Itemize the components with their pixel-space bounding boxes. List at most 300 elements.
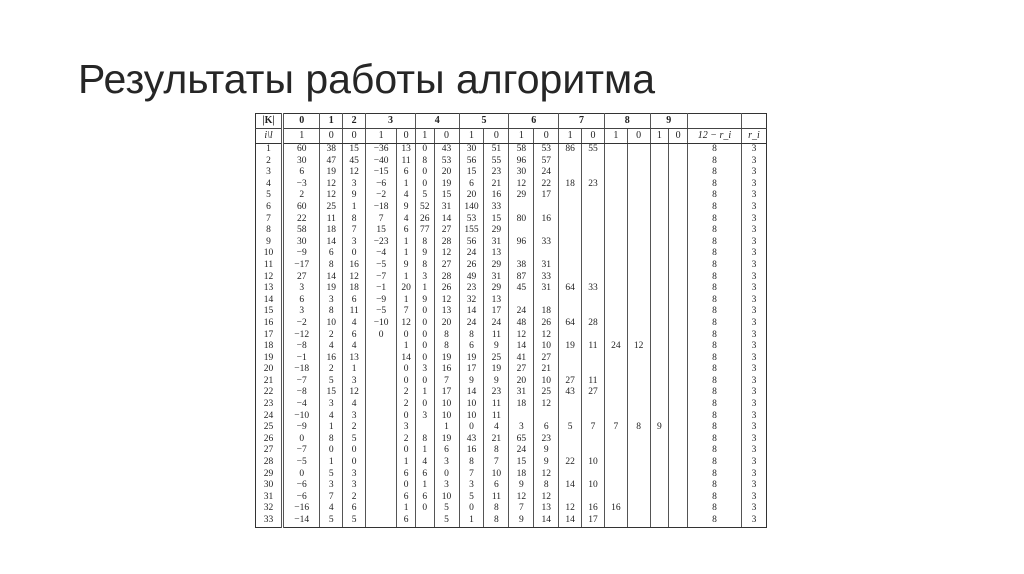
table-cell: 3 xyxy=(741,167,766,179)
table-cell xyxy=(627,353,650,365)
table-cell xyxy=(627,190,650,202)
table-cell: 8 xyxy=(687,318,741,330)
table-cell: 8 xyxy=(687,445,741,457)
header-l-cell: 0 xyxy=(397,129,416,144)
table-cell: 0 xyxy=(343,248,366,260)
table-cell xyxy=(559,353,582,365)
table-cell: 27 xyxy=(582,387,605,399)
table-cell xyxy=(509,202,534,214)
header-row-l xyxy=(256,129,767,144)
table-cell xyxy=(582,434,605,446)
table-cell xyxy=(650,167,669,179)
table-cell: 3 xyxy=(741,457,766,469)
table-cell: 11 xyxy=(397,156,416,168)
table-cell: −8 xyxy=(283,341,320,353)
table-cell xyxy=(650,190,669,202)
table-cell: 0 xyxy=(415,330,434,342)
table-cell: 8 xyxy=(687,283,741,295)
table-row xyxy=(256,399,767,411)
table-cell: 8 xyxy=(687,144,741,156)
table-cell xyxy=(582,248,605,260)
table-cell: 8 xyxy=(687,387,741,399)
table-cell xyxy=(366,353,397,365)
table-cell: 15 xyxy=(256,306,283,318)
table-cell: 28 xyxy=(434,237,459,249)
table-cell: 8 xyxy=(415,156,434,168)
table-cell: 32 xyxy=(256,503,283,515)
table-cell xyxy=(650,445,669,457)
table-cell: 5 xyxy=(320,376,343,388)
table-cell: 8 xyxy=(687,190,741,202)
table-cell: 6 xyxy=(256,202,283,214)
table-cell: −16 xyxy=(283,503,320,515)
table-cell: −7 xyxy=(366,272,397,284)
table-cell: 3 xyxy=(741,214,766,226)
table-cell xyxy=(604,353,627,365)
table-cell: 7 xyxy=(366,214,397,226)
table-cell: 11 xyxy=(343,306,366,318)
table-cell: −14 xyxy=(283,515,320,527)
table-cell xyxy=(604,190,627,202)
table-cell: 0 xyxy=(397,330,416,342)
table-cell: 1 xyxy=(343,364,366,376)
table-cell: 8 xyxy=(687,364,741,376)
table-cell xyxy=(650,503,669,515)
table-cell: 21 xyxy=(484,434,509,446)
table-cell: 38 xyxy=(320,144,343,156)
table-cell xyxy=(627,330,650,342)
table-cell: 10 xyxy=(534,341,559,353)
table-cell: 1 xyxy=(415,445,434,457)
table-cell xyxy=(650,202,669,214)
table-cell xyxy=(534,248,559,260)
table-cell: 3 xyxy=(459,480,484,492)
table-cell: −4 xyxy=(283,399,320,411)
table-cell xyxy=(650,156,669,168)
table-cell xyxy=(366,445,397,457)
table-cell xyxy=(627,364,650,376)
header-l-cell: 0 xyxy=(434,129,459,144)
table-cell: 31 xyxy=(484,272,509,284)
table-cell: 15 xyxy=(366,225,397,237)
table-row xyxy=(256,225,767,237)
table-cell: 4 xyxy=(415,457,434,469)
table-cell: 32 xyxy=(459,295,484,307)
table-cell: 96 xyxy=(509,237,534,249)
table-cell: 20 xyxy=(434,167,459,179)
table-cell xyxy=(559,295,582,307)
table-row xyxy=(256,260,767,272)
table-row xyxy=(256,515,767,527)
table-cell xyxy=(366,434,397,446)
table-row xyxy=(256,214,767,226)
table-row xyxy=(256,353,767,365)
table-cell: 28 xyxy=(434,272,459,284)
table-cell xyxy=(559,445,582,457)
table-cell: 8 xyxy=(687,214,741,226)
table-cell: 86 xyxy=(559,144,582,156)
table-cell: −1 xyxy=(283,353,320,365)
table-cell: 0 xyxy=(459,503,484,515)
table-cell: 6 xyxy=(397,225,416,237)
table-cell: 28 xyxy=(582,318,605,330)
table-cell xyxy=(604,179,627,191)
table-cell: 17 xyxy=(484,306,509,318)
table-cell: 31 xyxy=(434,202,459,214)
header-k-cell: 1 xyxy=(320,114,343,129)
table-cell xyxy=(559,272,582,284)
header-l-cell: 1 xyxy=(559,129,582,144)
table-cell xyxy=(650,283,669,295)
table-cell: 12 xyxy=(397,318,416,330)
table-cell xyxy=(604,445,627,457)
table-cell xyxy=(509,248,534,260)
table-cell: 13 xyxy=(343,353,366,365)
table-cell: 55 xyxy=(484,156,509,168)
table-cell: 19 xyxy=(434,353,459,365)
table-cell: 8 xyxy=(687,260,741,272)
table-cell: −7 xyxy=(283,445,320,457)
table-cell xyxy=(650,376,669,388)
table-cell: 8 xyxy=(687,492,741,504)
table-cell: 24 xyxy=(459,248,484,260)
table-cell: 64 xyxy=(559,318,582,330)
table-cell xyxy=(366,492,397,504)
table-cell xyxy=(582,445,605,457)
table-cell: −2 xyxy=(366,190,397,202)
table-cell xyxy=(669,457,688,469)
table-cell: 3 xyxy=(397,422,416,434)
table-cell: 80 xyxy=(509,214,534,226)
table-cell: 25 xyxy=(320,202,343,214)
table-cell: 24 xyxy=(509,445,534,457)
table-cell xyxy=(559,469,582,481)
table-cell: 8 xyxy=(256,225,283,237)
header-l-cell: 0 xyxy=(484,129,509,144)
table-cell: 57 xyxy=(534,156,559,168)
header-k-cell: |K| xyxy=(256,114,283,129)
table-cell: 3 xyxy=(741,295,766,307)
table-row xyxy=(256,190,767,202)
table-cell: 38 xyxy=(509,260,534,272)
table-cell: 3 xyxy=(741,330,766,342)
table-cell: −18 xyxy=(366,202,397,214)
table-cell: 16 xyxy=(434,364,459,376)
table-row xyxy=(256,376,767,388)
table-cell xyxy=(582,411,605,423)
table-cell: 10 xyxy=(534,376,559,388)
table-cell xyxy=(669,179,688,191)
table-cell: 8 xyxy=(484,515,509,527)
table-cell: 3 xyxy=(741,237,766,249)
table-row xyxy=(256,248,767,260)
table-cell: −9 xyxy=(283,422,320,434)
header-l-cell: 1 xyxy=(366,129,397,144)
header-l-cell: i\l xyxy=(256,129,283,144)
table-cell: 9 xyxy=(534,457,559,469)
table-cell: 3 xyxy=(741,202,766,214)
table-cell xyxy=(669,237,688,249)
table-cell: 5 xyxy=(434,503,459,515)
header-k-cell: 8 xyxy=(604,114,650,129)
table-cell xyxy=(582,399,605,411)
table-cell: 13 xyxy=(484,248,509,260)
table-cell: 3 xyxy=(741,318,766,330)
table-cell: 23 xyxy=(534,434,559,446)
table-cell xyxy=(627,469,650,481)
table-cell xyxy=(366,376,397,388)
table-cell: 9 xyxy=(397,202,416,214)
table-cell xyxy=(650,318,669,330)
header-k-cell: 4 xyxy=(415,114,459,129)
table-cell xyxy=(669,167,688,179)
table-cell xyxy=(627,260,650,272)
table-cell: 1 xyxy=(434,422,459,434)
table-cell: −5 xyxy=(283,457,320,469)
table-cell xyxy=(669,306,688,318)
table-cell: 3 xyxy=(741,422,766,434)
table-cell: 9 xyxy=(256,237,283,249)
table-cell: 18 xyxy=(320,225,343,237)
table-cell: 43 xyxy=(559,387,582,399)
table-cell: 22 xyxy=(534,179,559,191)
header-l-cell: 0 xyxy=(534,129,559,144)
table-cell xyxy=(650,492,669,504)
table-cell xyxy=(669,434,688,446)
table-cell: 30 xyxy=(256,480,283,492)
table-cell: 8 xyxy=(687,469,741,481)
table-cell: 25 xyxy=(484,353,509,365)
table-cell: −9 xyxy=(366,295,397,307)
table-cell: 11 xyxy=(582,376,605,388)
table-cell: 30 xyxy=(509,167,534,179)
table-row xyxy=(256,445,767,457)
table-cell xyxy=(366,364,397,376)
table-row xyxy=(256,272,767,284)
table-cell: 1 xyxy=(397,295,416,307)
table-cell: 4 xyxy=(320,341,343,353)
table-cell: 1 xyxy=(415,480,434,492)
table-cell: 8 xyxy=(627,422,650,434)
table-cell: 15 xyxy=(434,190,459,202)
table-cell xyxy=(627,387,650,399)
table-cell: 2 xyxy=(397,399,416,411)
table-cell xyxy=(669,387,688,399)
table-cell: 30 xyxy=(459,144,484,156)
table-cell: 12 xyxy=(509,330,534,342)
table-cell xyxy=(627,480,650,492)
table-cell: 3 xyxy=(741,272,766,284)
table-cell: 5 xyxy=(256,190,283,202)
table-cell: 24 xyxy=(509,306,534,318)
table-cell: 5 xyxy=(343,515,366,527)
table-cell xyxy=(559,237,582,249)
table-cell: 9 xyxy=(415,295,434,307)
table-cell: 20 xyxy=(509,376,534,388)
table-cell: 4 xyxy=(397,190,416,202)
table-cell xyxy=(559,260,582,272)
table-cell: 8 xyxy=(415,237,434,249)
table-cell: 3 xyxy=(343,237,366,249)
table-cell xyxy=(669,214,688,226)
table-cell: 9 xyxy=(650,422,669,434)
table-cell: 3 xyxy=(256,167,283,179)
table-cell: 56 xyxy=(459,237,484,249)
table-cell: 21 xyxy=(256,376,283,388)
table-cell: 29 xyxy=(484,225,509,237)
table-cell xyxy=(604,225,627,237)
table-cell: 8 xyxy=(687,399,741,411)
table-cell xyxy=(650,469,669,481)
header-k-cell: 7 xyxy=(559,114,605,129)
header-l-cell: 12 − r_i xyxy=(687,129,741,144)
table-cell: 9 xyxy=(459,376,484,388)
table-cell: 8 xyxy=(687,330,741,342)
table-cell: 7 xyxy=(434,376,459,388)
table-cell: 3 xyxy=(741,434,766,446)
table-cell xyxy=(669,144,688,156)
table-row xyxy=(256,492,767,504)
table-cell: 47 xyxy=(320,156,343,168)
table-cell: 14 xyxy=(320,237,343,249)
table-cell: 11 xyxy=(484,330,509,342)
table-cell: 1 xyxy=(320,457,343,469)
table-cell: 3 xyxy=(741,364,766,376)
header-k-cell: 3 xyxy=(366,114,416,129)
table-cell xyxy=(582,295,605,307)
table-cell: 0 xyxy=(415,503,434,515)
table-cell: 6 xyxy=(343,330,366,342)
table-cell: 3 xyxy=(434,457,459,469)
table-cell: 8 xyxy=(687,376,741,388)
table-cell: 15 xyxy=(343,144,366,156)
table-cell: 24 xyxy=(604,341,627,353)
table-cell: 6 xyxy=(415,469,434,481)
table-cell: 26 xyxy=(256,434,283,446)
table-row xyxy=(256,480,767,492)
table-cell: 24 xyxy=(459,318,484,330)
table-cell: 17 xyxy=(459,364,484,376)
table-cell: 8 xyxy=(534,480,559,492)
table-cell xyxy=(559,492,582,504)
table-cell: 22 xyxy=(256,387,283,399)
table-cell: −8 xyxy=(283,387,320,399)
table-cell: 1 xyxy=(397,179,416,191)
table-cell xyxy=(582,272,605,284)
table-cell: 13 xyxy=(484,295,509,307)
table-cell: 13 xyxy=(256,283,283,295)
table-cell: 22 xyxy=(559,457,582,469)
table-cell: 17 xyxy=(434,387,459,399)
table-cell: 18 xyxy=(509,469,534,481)
table-cell xyxy=(627,225,650,237)
table-cell: 8 xyxy=(687,457,741,469)
table-cell xyxy=(534,295,559,307)
table-cell: 1 xyxy=(459,515,484,527)
results-table-container xyxy=(255,113,767,562)
table-cell: 64 xyxy=(559,283,582,295)
header-k-cell xyxy=(741,114,766,129)
table-cell xyxy=(366,515,397,527)
table-cell: 9 xyxy=(484,341,509,353)
table-cell: 24 xyxy=(534,167,559,179)
table-cell: 3 xyxy=(741,480,766,492)
table-cell xyxy=(627,237,650,249)
table-cell: 7 xyxy=(582,422,605,434)
table-cell xyxy=(669,445,688,457)
table-row xyxy=(256,364,767,376)
table-row xyxy=(256,144,767,156)
table-cell: 7 xyxy=(484,457,509,469)
table-cell: 3 xyxy=(741,492,766,504)
table-cell: 0 xyxy=(415,341,434,353)
table-cell: 8 xyxy=(687,515,741,527)
header-row-k xyxy=(256,114,767,129)
table-row xyxy=(256,283,767,295)
table-cell: −3 xyxy=(283,179,320,191)
table-cell xyxy=(669,503,688,515)
table-cell: 3 xyxy=(343,376,366,388)
table-cell: 13 xyxy=(397,144,416,156)
table-cell: 3 xyxy=(320,295,343,307)
table-cell: 11 xyxy=(320,214,343,226)
table-cell xyxy=(366,503,397,515)
table-row xyxy=(256,341,767,353)
table-cell xyxy=(669,376,688,388)
table-row xyxy=(256,434,767,446)
table-cell: 14 xyxy=(434,214,459,226)
table-cell xyxy=(669,399,688,411)
table-cell: 1 xyxy=(415,387,434,399)
table-cell xyxy=(366,341,397,353)
table-cell xyxy=(669,515,688,527)
table-cell: 3 xyxy=(343,480,366,492)
table-cell: 6 xyxy=(283,295,320,307)
table-cell xyxy=(582,225,605,237)
table-cell xyxy=(669,225,688,237)
table-cell xyxy=(366,387,397,399)
table-cell: 23 xyxy=(256,399,283,411)
table-cell: 24 xyxy=(484,318,509,330)
table-cell: 18 xyxy=(509,399,534,411)
table-cell xyxy=(582,469,605,481)
table-cell: 0 xyxy=(397,445,416,457)
table-cell xyxy=(669,190,688,202)
table-cell xyxy=(582,202,605,214)
table-cell: −6 xyxy=(283,492,320,504)
table-cell: 5 xyxy=(320,515,343,527)
table-cell: 27 xyxy=(256,445,283,457)
table-cell xyxy=(650,179,669,191)
table-cell xyxy=(559,364,582,376)
table-cell xyxy=(604,364,627,376)
table-cell: 3 xyxy=(741,179,766,191)
table-cell xyxy=(650,399,669,411)
table-cell: 27 xyxy=(509,364,534,376)
table-cell: 17 xyxy=(534,190,559,202)
table-cell xyxy=(604,492,627,504)
table-cell: 6 xyxy=(397,469,416,481)
table-cell: 2 xyxy=(343,492,366,504)
table-cell: 27 xyxy=(434,260,459,272)
table-cell: 3 xyxy=(509,422,534,434)
table-cell: 7 xyxy=(397,306,416,318)
table-cell: 27 xyxy=(434,225,459,237)
table-cell xyxy=(627,457,650,469)
table-cell: −23 xyxy=(366,237,397,249)
table-cell: 0 xyxy=(343,457,366,469)
table-cell: 14 xyxy=(459,306,484,318)
